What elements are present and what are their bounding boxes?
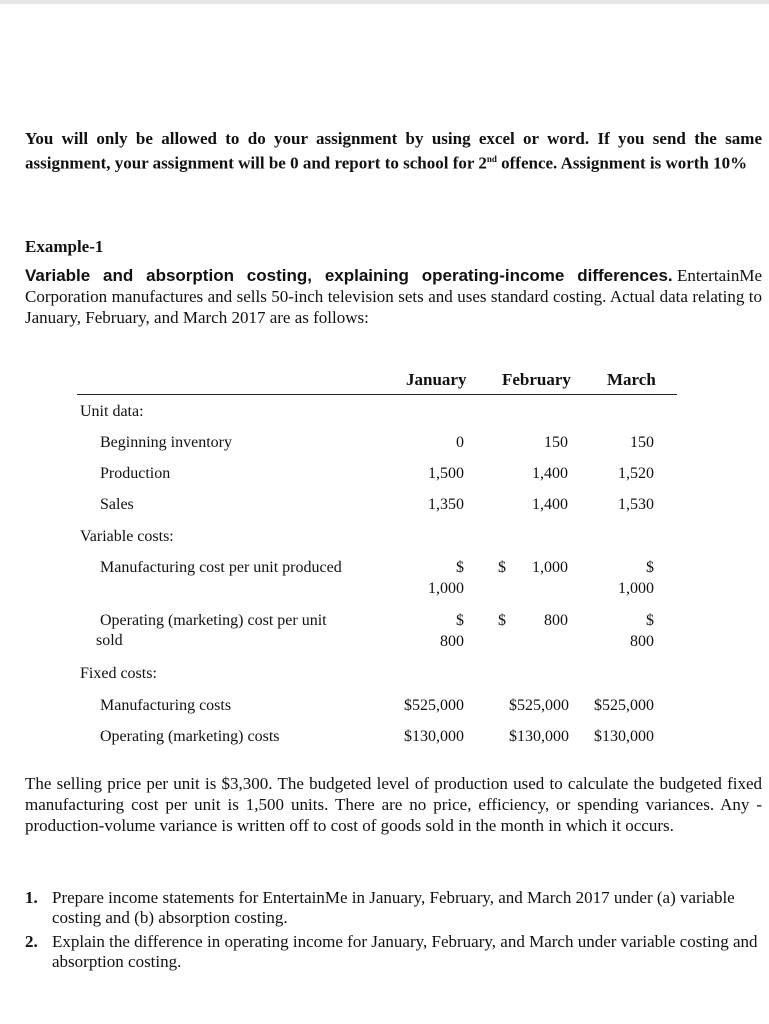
op-cost-mar-symbol: $ <box>646 612 654 629</box>
notice-text-end: offence. Assignment is worth 10% <box>496 153 748 173</box>
notice-text-start: You will only be allowed to do your assignment by using excel or word. If you send the same assignment, your assignment will be 0 and report to school for 2 <box>25 129 762 173</box>
fixed-mfg-feb: $525,000 <box>509 697 569 714</box>
fixed-op-label: Operating (marketing) costs <box>100 728 280 745</box>
beginning-inventory-label: Beginning inventory <box>100 434 232 451</box>
production-label: Production <box>100 465 171 482</box>
question-2-number: 2. <box>25 932 38 951</box>
fixed-op-mar: $130,000 <box>594 728 654 745</box>
op-cost-label-line2: sold <box>96 632 123 649</box>
variable-costs-label: Variable costs: <box>80 528 174 545</box>
sales-label: Sales <box>100 496 134 513</box>
mfg-cost-feb: 1,000 <box>532 559 568 576</box>
beginning-inventory-jan: 0 <box>456 434 464 451</box>
production-mar: 1,520 <box>618 465 654 482</box>
col-header-march: March <box>607 370 656 389</box>
col-header-february: February <box>502 370 571 389</box>
op-cost-label-line1: Operating (marketing) cost per unit <box>100 612 327 629</box>
mfg-cost-jan: 1,000 <box>428 580 464 597</box>
problem-heading: Variable and absorption costing, explaining operating-income differences. <box>25 266 673 285</box>
mfg-cost-mar: 1,000 <box>618 580 654 597</box>
mfg-cost-feb-symbol: $ <box>498 559 506 576</box>
fixed-op-feb: $130,000 <box>509 728 569 745</box>
sales-feb: 1,400 <box>532 496 568 513</box>
fixed-mfg-label: Manufacturing costs <box>100 697 232 714</box>
fixed-mfg-mar: $525,000 <box>594 697 654 714</box>
sales-jan: 1,350 <box>428 496 464 513</box>
problem-intro-text: EntertainMe Corporation manufactures and sells 50-inch television sets and uses standard costing. Actual data relating to January, February, and March 2017 are as follows: <box>25 266 762 327</box>
question-1 <box>25 888 762 928</box>
sales-mar: 1,530 <box>618 496 654 513</box>
fixed-op-jan: $130,000 <box>404 728 464 745</box>
op-cost-feb-symbol: $ <box>498 612 506 629</box>
problem-intro <box>25 265 762 328</box>
question-2 <box>25 932 762 972</box>
assumptions-paragraph: The selling price per unit is $3,300. The budgeted level of production used to calculate the budgeted fixed manufacturing cost per unit is 1,500 units. There are no price, efficiency, or spending variances. Any -production-volume variance is written off to cost of goods sold in the month in which it occurs. <box>25 774 762 835</box>
beginning-inventory-mar: 150 <box>630 434 654 451</box>
mfg-cost-jan-symbol: $ <box>456 559 464 576</box>
unit-data-label: Unit data: <box>80 403 144 420</box>
op-cost-mar: 800 <box>630 633 654 650</box>
question-2-text: Explain the difference in operating income for January, February, and March under variable costing and absorption costing. <box>52 932 758 971</box>
op-cost-feb: 800 <box>544 612 568 629</box>
op-cost-jan: 800 <box>440 633 464 650</box>
mfg-cost-label: Manufacturing cost per unit produced <box>100 559 342 576</box>
beginning-inventory-feb: 150 <box>544 434 568 451</box>
fixed-mfg-jan: $525,000 <box>404 697 464 714</box>
top-border <box>0 0 769 4</box>
assignment-notice <box>25 128 762 174</box>
example-title: Example-1 <box>25 237 104 256</box>
production-jan: 1,500 <box>428 465 464 482</box>
question-1-number: 1. <box>25 888 38 907</box>
notice-superscript: nd <box>486 154 497 164</box>
question-1-text: Prepare income statements for EntertainMe in January, February, and March 2017 under (a) variable costing and (b) absorption costing. <box>52 888 735 927</box>
fixed-costs-label: Fixed costs: <box>80 665 157 682</box>
production-feb: 1,400 <box>532 465 568 482</box>
op-cost-jan-symbol: $ <box>456 612 464 629</box>
col-header-january: January <box>406 370 467 389</box>
mfg-cost-mar-symbol: $ <box>646 559 654 576</box>
header-rule <box>77 394 677 395</box>
